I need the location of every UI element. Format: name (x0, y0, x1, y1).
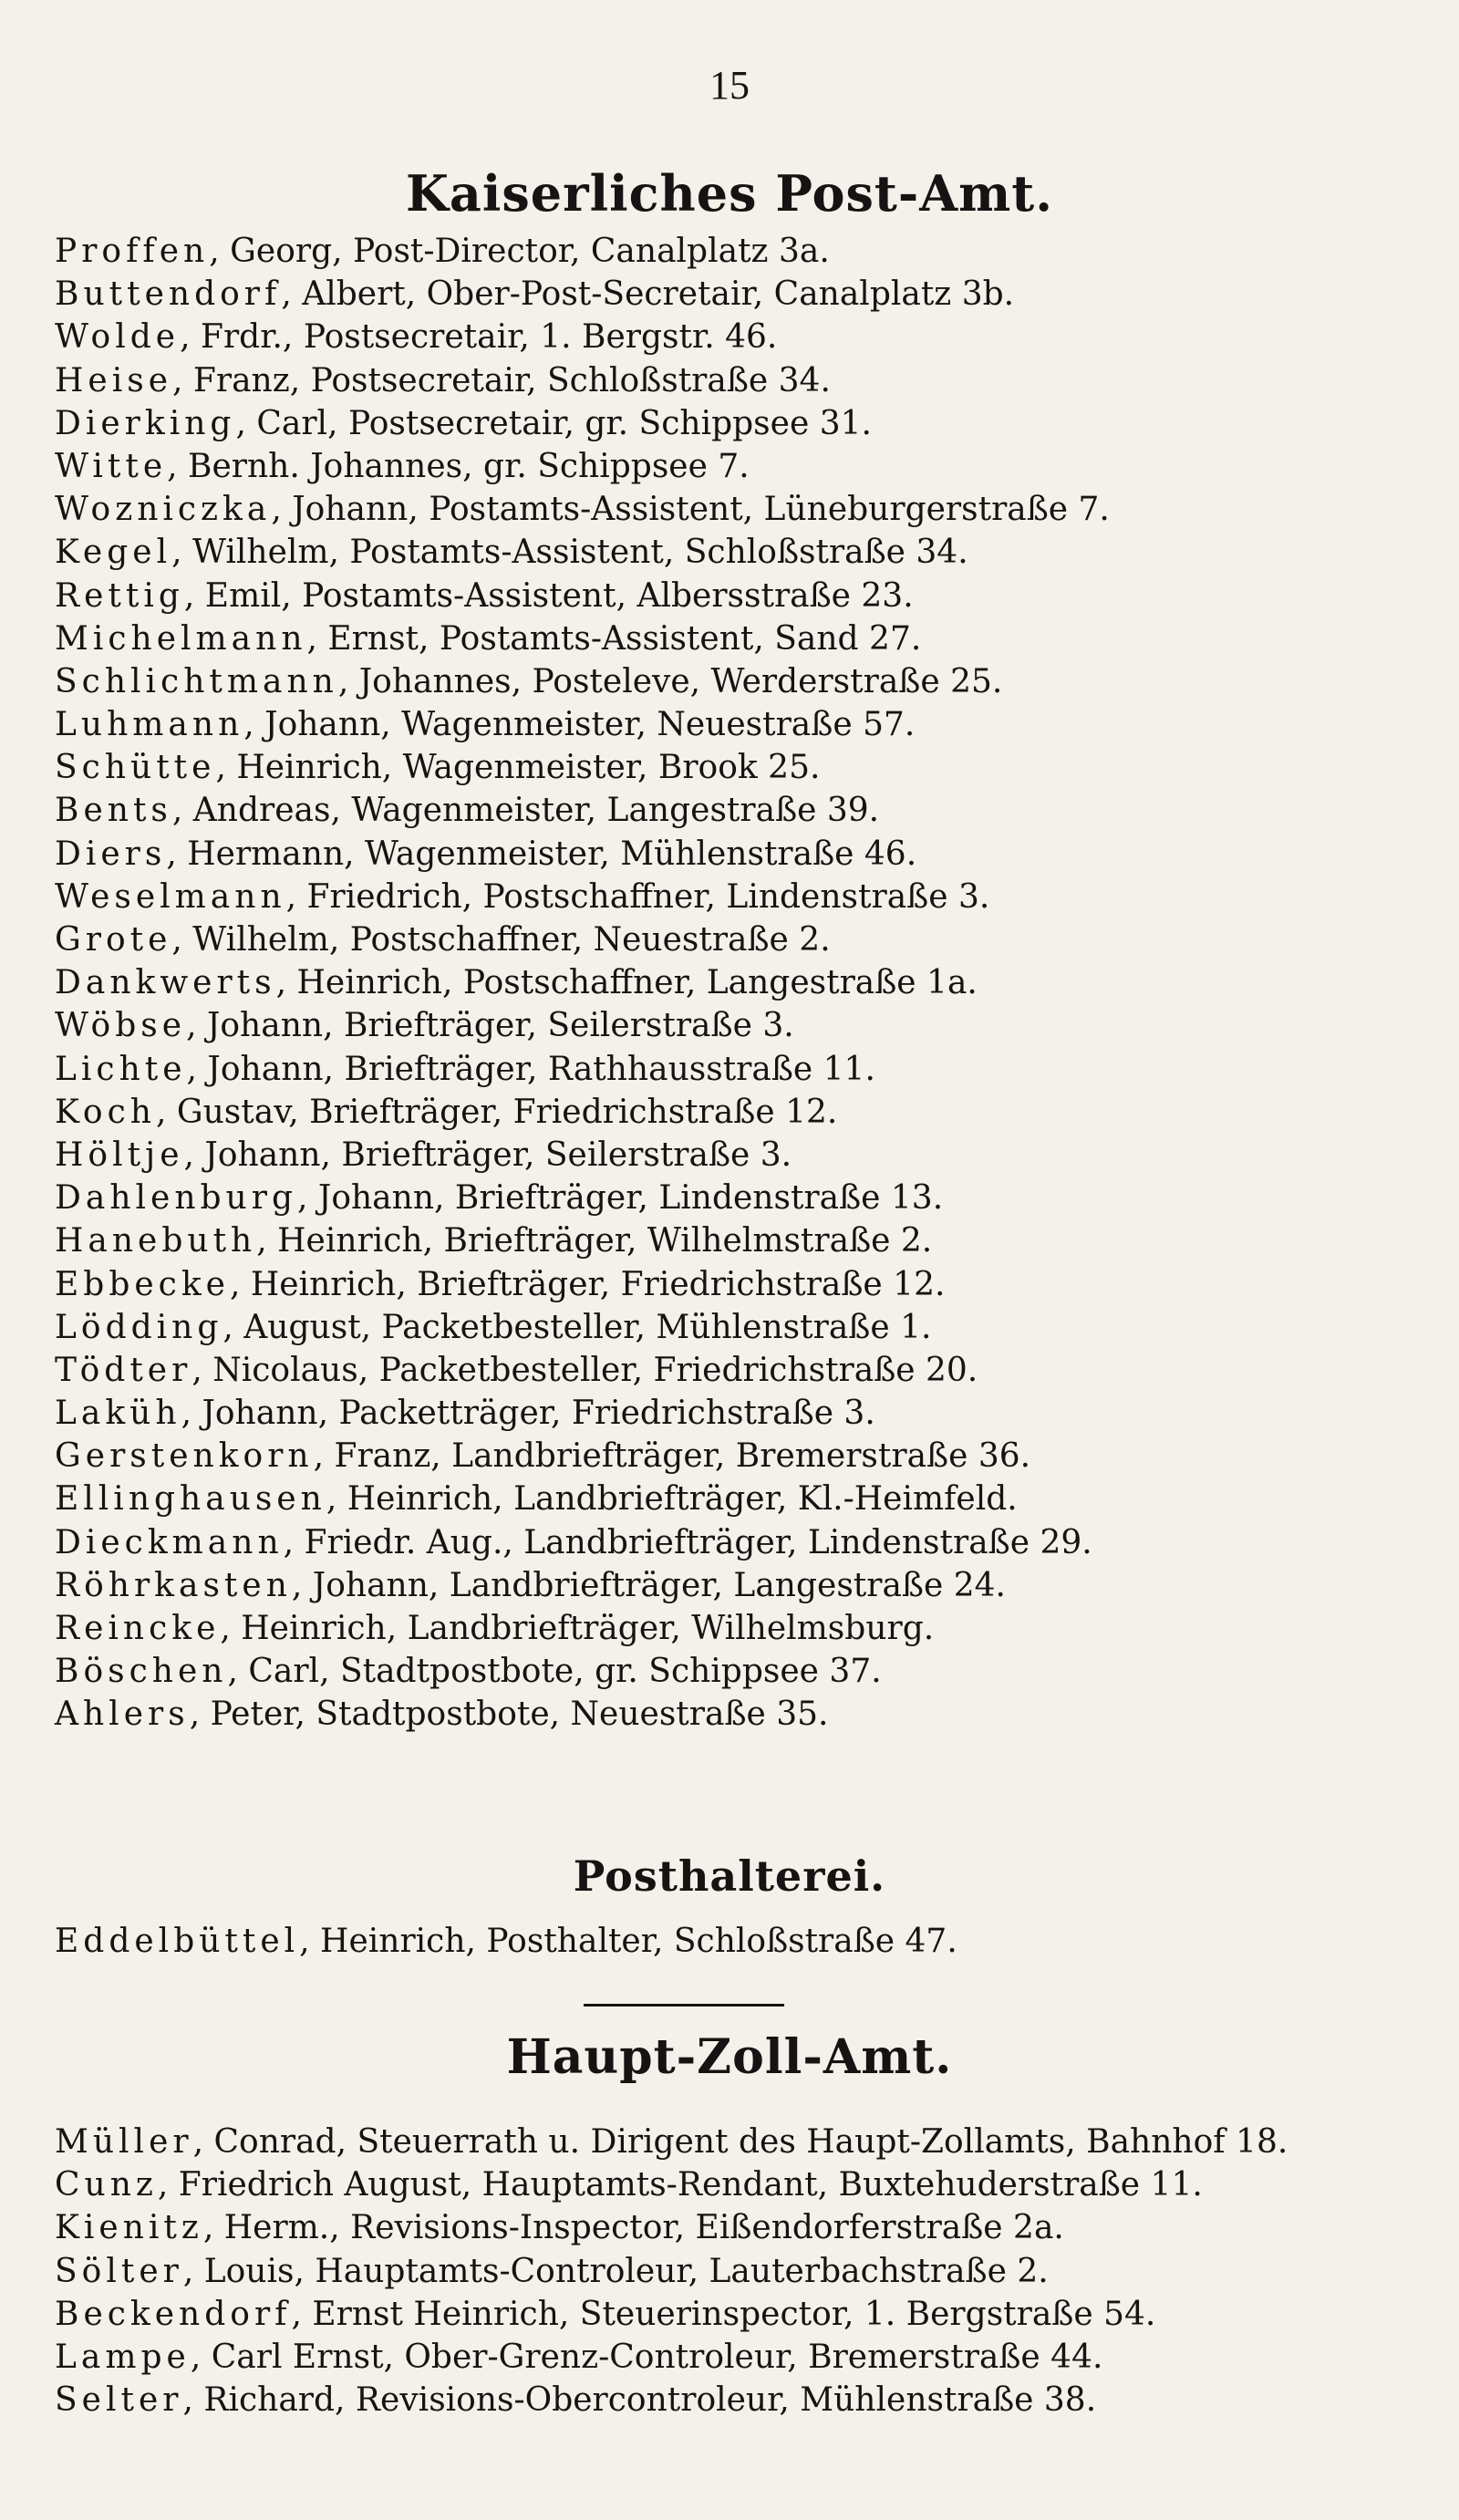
entry-details: , Albert, Ober-Post-Secretair, Canalplatz 3b. (281, 275, 1015, 314)
list-item (55, 359, 1110, 402)
list-item (55, 1263, 1110, 1306)
list-item (55, 2293, 1288, 2336)
list-item (55, 1920, 957, 1963)
entry-surname: Kegel (55, 534, 172, 572)
entry-surname: Reincke (55, 1610, 221, 1647)
entry-surname: Buttendorf (55, 275, 282, 314)
list-item (55, 660, 1110, 703)
list-item (55, 1564, 1110, 1607)
list-item (55, 1177, 1110, 1219)
section-title-zollamt: Haupt-Zoll-Amt. (506, 2029, 953, 2085)
list-item (55, 1478, 1110, 1520)
list-item (55, 1048, 1110, 1091)
list-item (55, 1091, 1110, 1134)
list-item (55, 488, 1110, 531)
entry-details: , Franz, Postsecretair, Schloßstraße 34. (172, 361, 831, 399)
entry-details: , Bernh. Johannes, gr. Schippsee 7. (167, 447, 750, 485)
entry-surname: Ahlers (55, 1696, 190, 1734)
entry-surname: Tödter (55, 1351, 192, 1389)
entry-details: , Friedrich August, Hauptamts-Rendant, Buxtehuderstraße 11. (157, 2166, 1203, 2204)
entry-surname: Ebbecke (55, 1265, 230, 1303)
entry-details: , Carl, Postsecretair, gr. Schippsee 31. (235, 404, 872, 442)
entry-surname: Heise (55, 361, 172, 399)
entry-surname: Schlichtmann (55, 662, 338, 700)
entry-details: , Louis, Hauptamts-Controleur, Lauterbachstraße 2. (182, 2252, 1049, 2290)
entry-details: , Heinrich, Postschaffner, Langestraße 1a. (275, 964, 978, 1002)
entry-details: , Andreas, Wagenmeister, Langestraße 39. (171, 792, 880, 830)
entry-details: , Johann, Packetträger, Friedrichstraße 3. (181, 1395, 875, 1433)
list-item (55, 2379, 1288, 2421)
list-item (55, 1521, 1110, 1564)
entry-details: , Gustav, Briefträger, Friedrichstraße 12. (155, 1093, 838, 1131)
list-item (55, 789, 1110, 832)
entry-details: , Johann, Postamts-Assistent, Lüneburgerstraße 7. (271, 491, 1110, 529)
entry-surname: Beckendorf (55, 2295, 292, 2333)
list-item (55, 1219, 1110, 1262)
list-item (55, 1004, 1110, 1047)
list-item (55, 2336, 1288, 2379)
page-number: 15 (709, 63, 750, 108)
list-item (55, 445, 1110, 488)
entry-details: , Heinrich, Landbriefträger, Kl.-Heimfeld. (326, 1480, 1018, 1519)
entry-surname: Schütte (55, 749, 216, 787)
entry-details: , Ernst Heinrich, Steuerinspector, 1. Bergstraße 54. (291, 2295, 1156, 2333)
entry-surname: Wöbse (55, 1007, 187, 1045)
list-item (55, 746, 1110, 789)
entry-surname: Rettig (55, 576, 184, 615)
entry-surname: Grote (55, 921, 172, 959)
entry-details: , Johannes, Posteleve, Werderstraße 25. (337, 662, 1003, 700)
list-item (55, 2250, 1288, 2293)
entry-details: , Ernst, Postamts-Assistent, Sand 27. (306, 619, 922, 658)
entry-surname: Böschen (55, 1653, 228, 1691)
list-item (55, 1392, 1110, 1435)
entry-surname: Dierking (55, 404, 236, 442)
entry-details: , Johann, Briefträger, Rathhausstraße 11. (186, 1050, 875, 1088)
list-item (55, 1306, 1110, 1349)
entry-surname: Müller (55, 2123, 193, 2161)
entry-surname: Laküh (55, 1395, 181, 1433)
entry-details: , Friedr. Aug., Landbriefträger, Lindenstraße 29. (283, 1523, 1092, 1561)
entry-surname: Röhrkasten (55, 1566, 292, 1604)
entry-surname: Hanebuth (55, 1222, 257, 1260)
entry-surname: Dankwerts (55, 964, 276, 1002)
list-item (55, 876, 1110, 918)
entry-details: , Wilhelm, Postschaffner, Neuestraße 2. (171, 921, 831, 959)
entry-surname: Lampe (55, 2338, 191, 2376)
entry-surname: Koch (55, 1093, 156, 1131)
entry-details: , Peter, Stadtpostbote, Neuestraße 35. (189, 1696, 829, 1734)
entry-surname: Sölter (55, 2252, 183, 2290)
list-item (55, 1607, 1110, 1650)
entry-details: , Heinrich, Briefträger, Wilhelmstraße 2. (256, 1222, 933, 1260)
entry-details: , August, Packetbesteller, Mühlenstraße 1. (222, 1308, 932, 1346)
list-item (55, 918, 1110, 961)
section-divider (584, 2004, 784, 2007)
entry-surname: Luhmann (55, 706, 244, 744)
list-item (55, 833, 1110, 876)
entry-surname: Lichte (55, 1050, 187, 1088)
entry-details: , Heinrich, Wagenmeister, Brook 25. (215, 749, 821, 787)
entry-details: , Heinrich, Landbriefträger, Wilhelmsburg. (220, 1610, 935, 1647)
list-item (55, 1693, 1110, 1736)
entry-surname: Höltje (55, 1136, 184, 1174)
entry-details: , Carl, Stadtpostbote, gr. Schippsee 37. (227, 1653, 882, 1691)
entry-details: , Herm., Revisions-Inspector, Eißendorferstraße 2a. (202, 2209, 1064, 2247)
list-item (55, 703, 1110, 746)
entry-details: , Emil, Postamts-Assistent, Albersstraße 23. (183, 576, 914, 615)
entry-details: , Johann, Wagenmeister, Neuestraße 57. (243, 706, 916, 744)
entry-surname: Ellinghausen (55, 1480, 326, 1519)
entry-surname: Michelmann (55, 619, 307, 658)
list-item (55, 402, 1110, 445)
entry-details: , Carl Ernst, Ober-Grenz-Controleur, Bremerstraße 44. (190, 2338, 1103, 2376)
entry-surname: Selter (55, 2381, 183, 2420)
entry-surname: Witte (55, 447, 168, 485)
entry-surname: Bents (55, 792, 172, 830)
entry-surname: Wolde (55, 318, 181, 357)
entry-details: , Hermann, Wagenmeister, Mühlenstraße 46. (166, 835, 917, 873)
entry-surname: Wozniczka (55, 491, 272, 529)
list-item (55, 531, 1110, 574)
entry-surname: Weselmann (55, 877, 286, 916)
entry-surname: Kienitz (55, 2209, 203, 2247)
section-title-posthalterei: Posthalterei. (573, 1851, 886, 1901)
list-item (55, 273, 1110, 316)
entry-details: , Frdr., Postsecretair, 1. Bergstr. 46. (180, 318, 778, 357)
post-amt-list (55, 230, 1110, 1737)
list-item (55, 1134, 1110, 1177)
entry-details: , Friedrich, Postschaffner, Lindenstraße 3. (285, 877, 990, 916)
entry-details: , Johann, Landbriefträger, Langestraße 24. (291, 1566, 1006, 1604)
entry-surname: Dieckmann (55, 1523, 284, 1561)
list-item (55, 961, 1110, 1004)
list-item (55, 1435, 1110, 1478)
list-item (55, 230, 1110, 273)
entry-details: , Franz, Landbriefträger, Bremerstraße 36. (313, 1437, 1031, 1476)
list-item (55, 2163, 1288, 2206)
list-item (55, 617, 1110, 660)
entry-surname: Eddelbüttel (55, 1923, 300, 1960)
posthalterei-list (55, 1920, 957, 1963)
entry-details: , Johann, Briefträger, Seilerstraße 3. (183, 1136, 792, 1174)
list-item (55, 2121, 1288, 2163)
entry-details: , Johann, Briefträger, Seilerstraße 3. (186, 1007, 794, 1045)
entry-details: , Johann, Briefträger, Lindenstraße 13. (297, 1179, 944, 1218)
entry-surname: Diers (55, 835, 167, 873)
list-item (55, 2206, 1288, 2249)
entry-surname: Gerstenkorn (55, 1437, 314, 1476)
list-item (55, 575, 1110, 617)
entry-details: , Conrad, Steuerrath u. Dirigent des Haupt-Zollamts, Bahnhof 18. (192, 2123, 1288, 2161)
entry-surname: Cunz (55, 2166, 158, 2204)
list-item (55, 1650, 1110, 1693)
section-title-post-amt: Kaiserliches Post-Amt. (405, 164, 1054, 223)
zollamt-list (55, 2121, 1288, 2421)
entry-details: , Heinrich, Posthalter, Schloßstraße 47. (299, 1923, 957, 1960)
entry-details: , Heinrich, Briefträger, Friedrichstraße 12. (229, 1265, 946, 1303)
entry-details: , Richard, Revisions-Obercontroleur, Mühlenstraße 38. (182, 2381, 1097, 2420)
entry-details: , Nicolaus, Packetbesteller, Friedrichstraße 20. (191, 1351, 978, 1389)
entry-surname: Dahlenburg (55, 1179, 297, 1218)
entry-details: , Georg, Post-Director, Canalplatz 3a. (209, 233, 830, 270)
list-item (55, 316, 1110, 358)
list-item (55, 1349, 1110, 1392)
entry-surname: Proffen (55, 233, 210, 270)
entry-surname: Lödding (55, 1308, 223, 1346)
entry-details: , Wilhelm, Postamts-Assistent, Schloßstraße 34. (171, 534, 968, 572)
